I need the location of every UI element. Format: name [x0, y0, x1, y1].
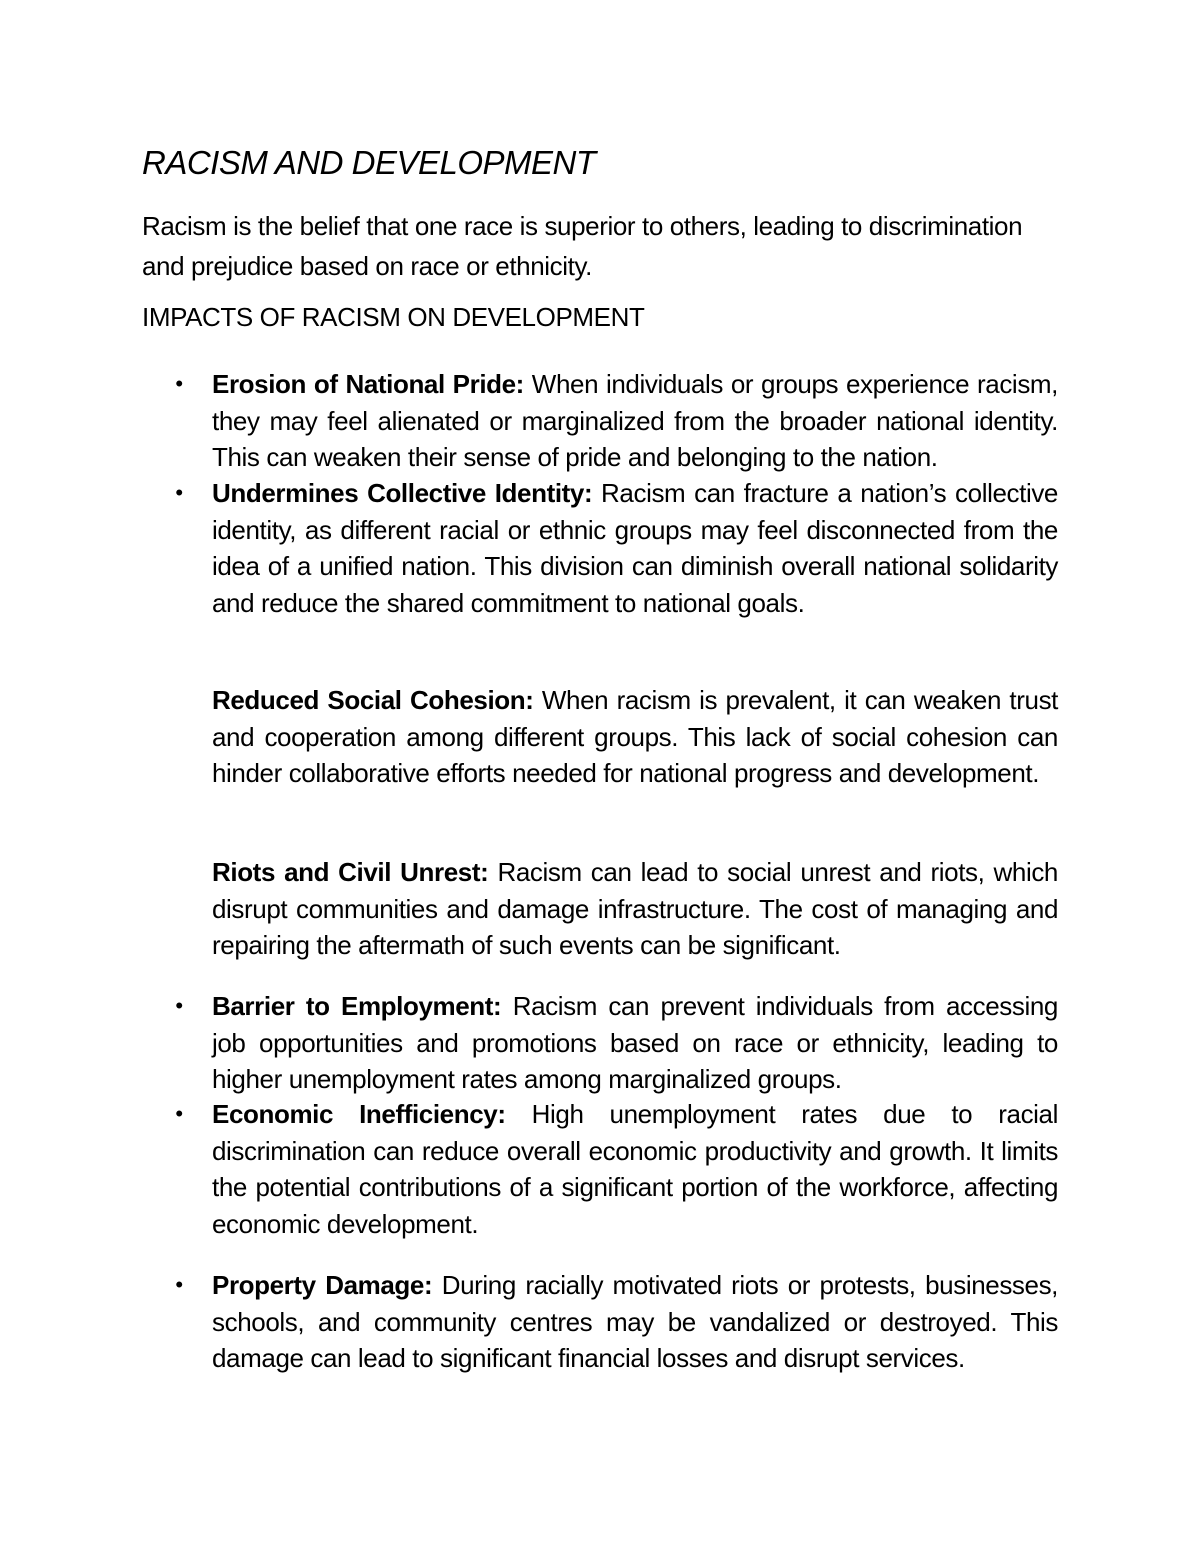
document-title: RACISM AND DEVELOPMENT: [142, 144, 596, 181]
list-item-economic-inefficiency: [175, 1096, 1058, 1242]
item-term: Undermines Collective Identity:: [212, 478, 593, 508]
item-text: When racism is prevalent, it can weaken trust and cooperation among different groups. This lack of social cohesion can hinder collaborative efforts needed for national progress and development.: [212, 685, 1058, 788]
paragraph-riots-and-civil-unrest: [212, 854, 1058, 964]
item-text: Racism can lead to social unrest and riots, which disrupt communities and damage infrastructure. The cost of managing and repairing the aftermath of such events can be significant.: [212, 857, 1058, 960]
list-item-undermines-collective-identity: [175, 475, 1058, 621]
bullet-icon: •: [175, 480, 183, 505]
item-term: Property Damage:: [212, 1270, 433, 1300]
bullet-icon: •: [175, 993, 183, 1018]
bullet-icon: •: [175, 1272, 183, 1297]
item-term: Barrier to Employment:: [212, 991, 502, 1021]
item-text: During racially motivated riots or protests, businesses, schools, and community centres may be vandalized or destroyed. This damage can lead to significant financial losses and disrupt services.: [212, 1270, 1059, 1373]
item-text: Racism can fracture a nation’s collective identity, as different racial or ethnic groups may feel disconnected from the idea of a unified nation. This division can diminish overall national solidarity and reduce the shared commitment to national goals.: [212, 478, 1058, 618]
bullet-icon: •: [175, 371, 183, 396]
bullet-icon: •: [175, 1101, 183, 1126]
item-text: When individuals or groups experience racism, they may feel alienated or marginalized from the broader national identity. This can weaken their sense of pride and belonging to the nation.: [212, 369, 1058, 472]
paragraph-reduced-social-cohesion: [212, 682, 1058, 792]
item-term: Economic Inefficiency:: [212, 1099, 506, 1129]
list-item-barrier-to-employment: [175, 988, 1058, 1098]
item-text: Racism can prevent individuals from accessing job opportunities and promotions based on race or ethnicity, leading to higher unemployment rates among marginalized groups.: [212, 991, 1058, 1094]
item-term: Reduced Social Cohesion:: [212, 685, 534, 715]
intro-paragraph: Racism is the belief that one race is superior to others, leading to discrimination and prejudice based on race or ethnicity.: [142, 211, 1023, 281]
list-item-property-damage: [175, 1267, 1059, 1377]
item-term: Erosion of National Pride:: [212, 369, 524, 399]
item-term: Riots and Civil Unrest:: [212, 857, 489, 887]
list-item-erosion-of-national-pride: [175, 366, 1058, 476]
item-text: High unemployment rates due to racial discrimination can reduce overall economic productivity and growth. It limits the potential contributions of a significant portion of the workforce, affecting economic development.: [212, 1099, 1058, 1239]
section-heading: IMPACTS OF RACISM ON DEVELOPMENT: [142, 302, 645, 332]
